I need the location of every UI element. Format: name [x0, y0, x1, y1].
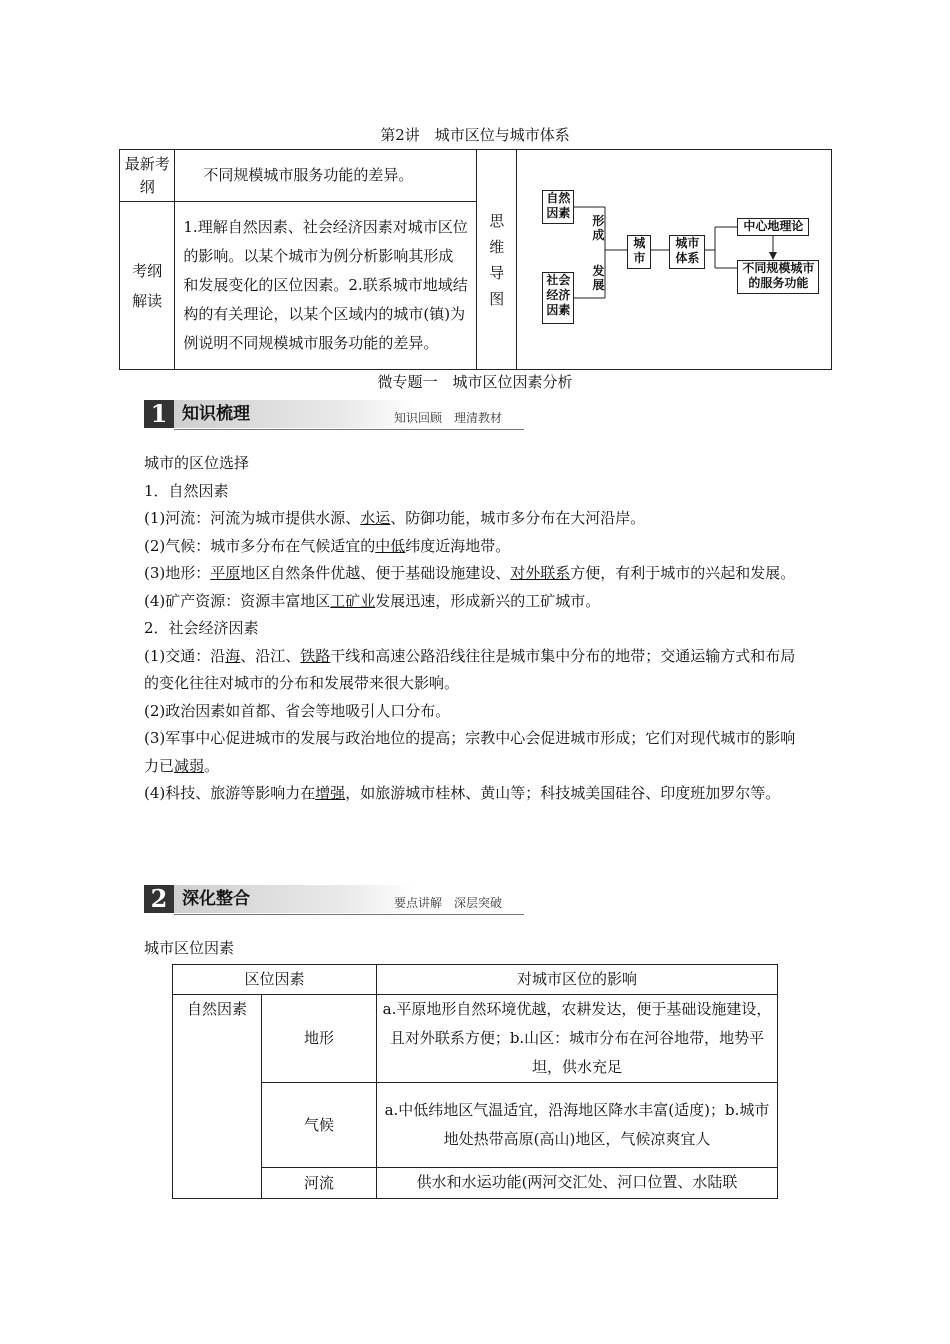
- outline-label-syllabus: 最新考纲: [120, 150, 175, 202]
- mindmap-service-function: 不同规模城市的服务功能: [737, 260, 819, 294]
- section-subtitle: 要点讲解 深层突破: [394, 896, 503, 910]
- knowledge-content: [144, 450, 809, 808]
- table-factor-terrain: 地形: [262, 995, 377, 1083]
- section-subtitle: 知识回顾 理清教材: [394, 411, 503, 425]
- outline-mindmap-label: 思维导图: [477, 150, 517, 370]
- table-header-factor: 区位因素: [173, 965, 377, 995]
- mindmap-city: 城市: [627, 235, 651, 269]
- content-heading: 城市的区位选择: [144, 454, 250, 472]
- subtopic-title: 微专题一 城市区位因素分析: [377, 373, 573, 391]
- section-rule: [174, 429, 524, 430]
- table-factor-river: 河流: [262, 1168, 377, 1199]
- table-factor-climate: 气候: [262, 1083, 377, 1168]
- natural-factors-heading: 1．自然因素: [144, 481, 229, 500]
- section-banner-knowledge: [144, 400, 524, 430]
- mindmap-diagram: [517, 150, 832, 370]
- section-label: 知识梳理: [174, 400, 414, 428]
- mindmap-social-factors: 社会经济因素: [542, 272, 574, 324]
- traffic-line: (1)交通：沿海、沿江、铁路干线和高速公路沿线往往是城市集中分布的地带；交通运输方式和布局的变化往往对城市的分布和发展带来很大影响。: [144, 646, 796, 692]
- mindmap-form-label: 形成: [592, 214, 605, 242]
- location-factors-table: [172, 964, 778, 1199]
- table-header-effect: 对城市区位的影响: [377, 965, 778, 995]
- river-line: (1)河流：河流为城市提供水源、水运、防御功能，城市多分布在大河沿岸。: [144, 509, 646, 527]
- section-rule: [174, 914, 524, 915]
- section-label: 深化整合: [174, 885, 414, 913]
- tech-line: (4)科技、旅游等影响力在增强，如旅游城市桂林、黄山等；科技城美国硅谷、印度班加罗尔等。: [144, 784, 781, 802]
- table-group-natural: 自然因素: [173, 995, 262, 1199]
- terrain-line: (3)地形：平原地区自然条件优越、便于基础设施建设、对外联系方便，有利于城市的兴起和发展。: [144, 564, 796, 582]
- outline-interpretation-text: 1.理解自然因素、社会经济因素对城市区位的影响。以某个城市为例分析影响其形成和发展变化的区位因素。2.联系城市地域结构的有关理论，以某个区域内的城市(镇)为例说明不同规模城市服务功能的差异。: [175, 202, 477, 370]
- outline-syllabus-text: 不同规模城市服务功能的差异。: [175, 150, 477, 202]
- climate-line: (2)气候：城市多分布在气候适宜的中低纬度近海地带。: [144, 536, 511, 555]
- mindmap-develop-label: 发展: [592, 264, 605, 292]
- mindmap-central-place-theory: 中心地理论: [737, 218, 809, 236]
- table-effect-terrain: a.平原地形自然环境优越，农耕发达，便于基础设施建设，且对外联系方便；b.山区：城市分布在河谷地带，地势平坦，供水充足: [377, 995, 778, 1083]
- document-title: 第2讲 城市区位与城市体系: [380, 126, 570, 144]
- military-line: (3)军事中心促进城市的发展与政治地位的提高；宗教中心会促进城市形成；它们对现代城市的影响力已减弱。: [144, 729, 796, 775]
- social-factors-heading: 2．社会经济因素: [144, 619, 259, 637]
- section-number: 2: [144, 885, 174, 913]
- outline-label-interpretation: 考纲解读: [120, 202, 175, 370]
- table-effect-river: 供水和水运功能(两河交汇处、河口位置、水陆联: [377, 1168, 778, 1199]
- outline-table: [119, 149, 832, 370]
- section-banner-integration: [144, 885, 524, 915]
- mineral-line: (4)矿产资源：资源丰富地区工矿业发展迅速，形成新兴的工矿城市。: [144, 591, 601, 610]
- mindmap-natural-factors: 自然因素: [542, 190, 574, 224]
- section-number: 1: [144, 400, 174, 428]
- politics-line: (2)政治因素如首都、省会等地吸引人口分布。: [144, 701, 451, 720]
- factors-heading: 城市区位因素: [144, 939, 235, 957]
- table-effect-climate: a.中低纬地区气温适宜，沿海地区降水丰富(适度)；b.城市地处热带高原(高山)地区，气候凉爽宜人: [377, 1083, 778, 1168]
- mindmap-city-system: 城市体系: [669, 235, 705, 269]
